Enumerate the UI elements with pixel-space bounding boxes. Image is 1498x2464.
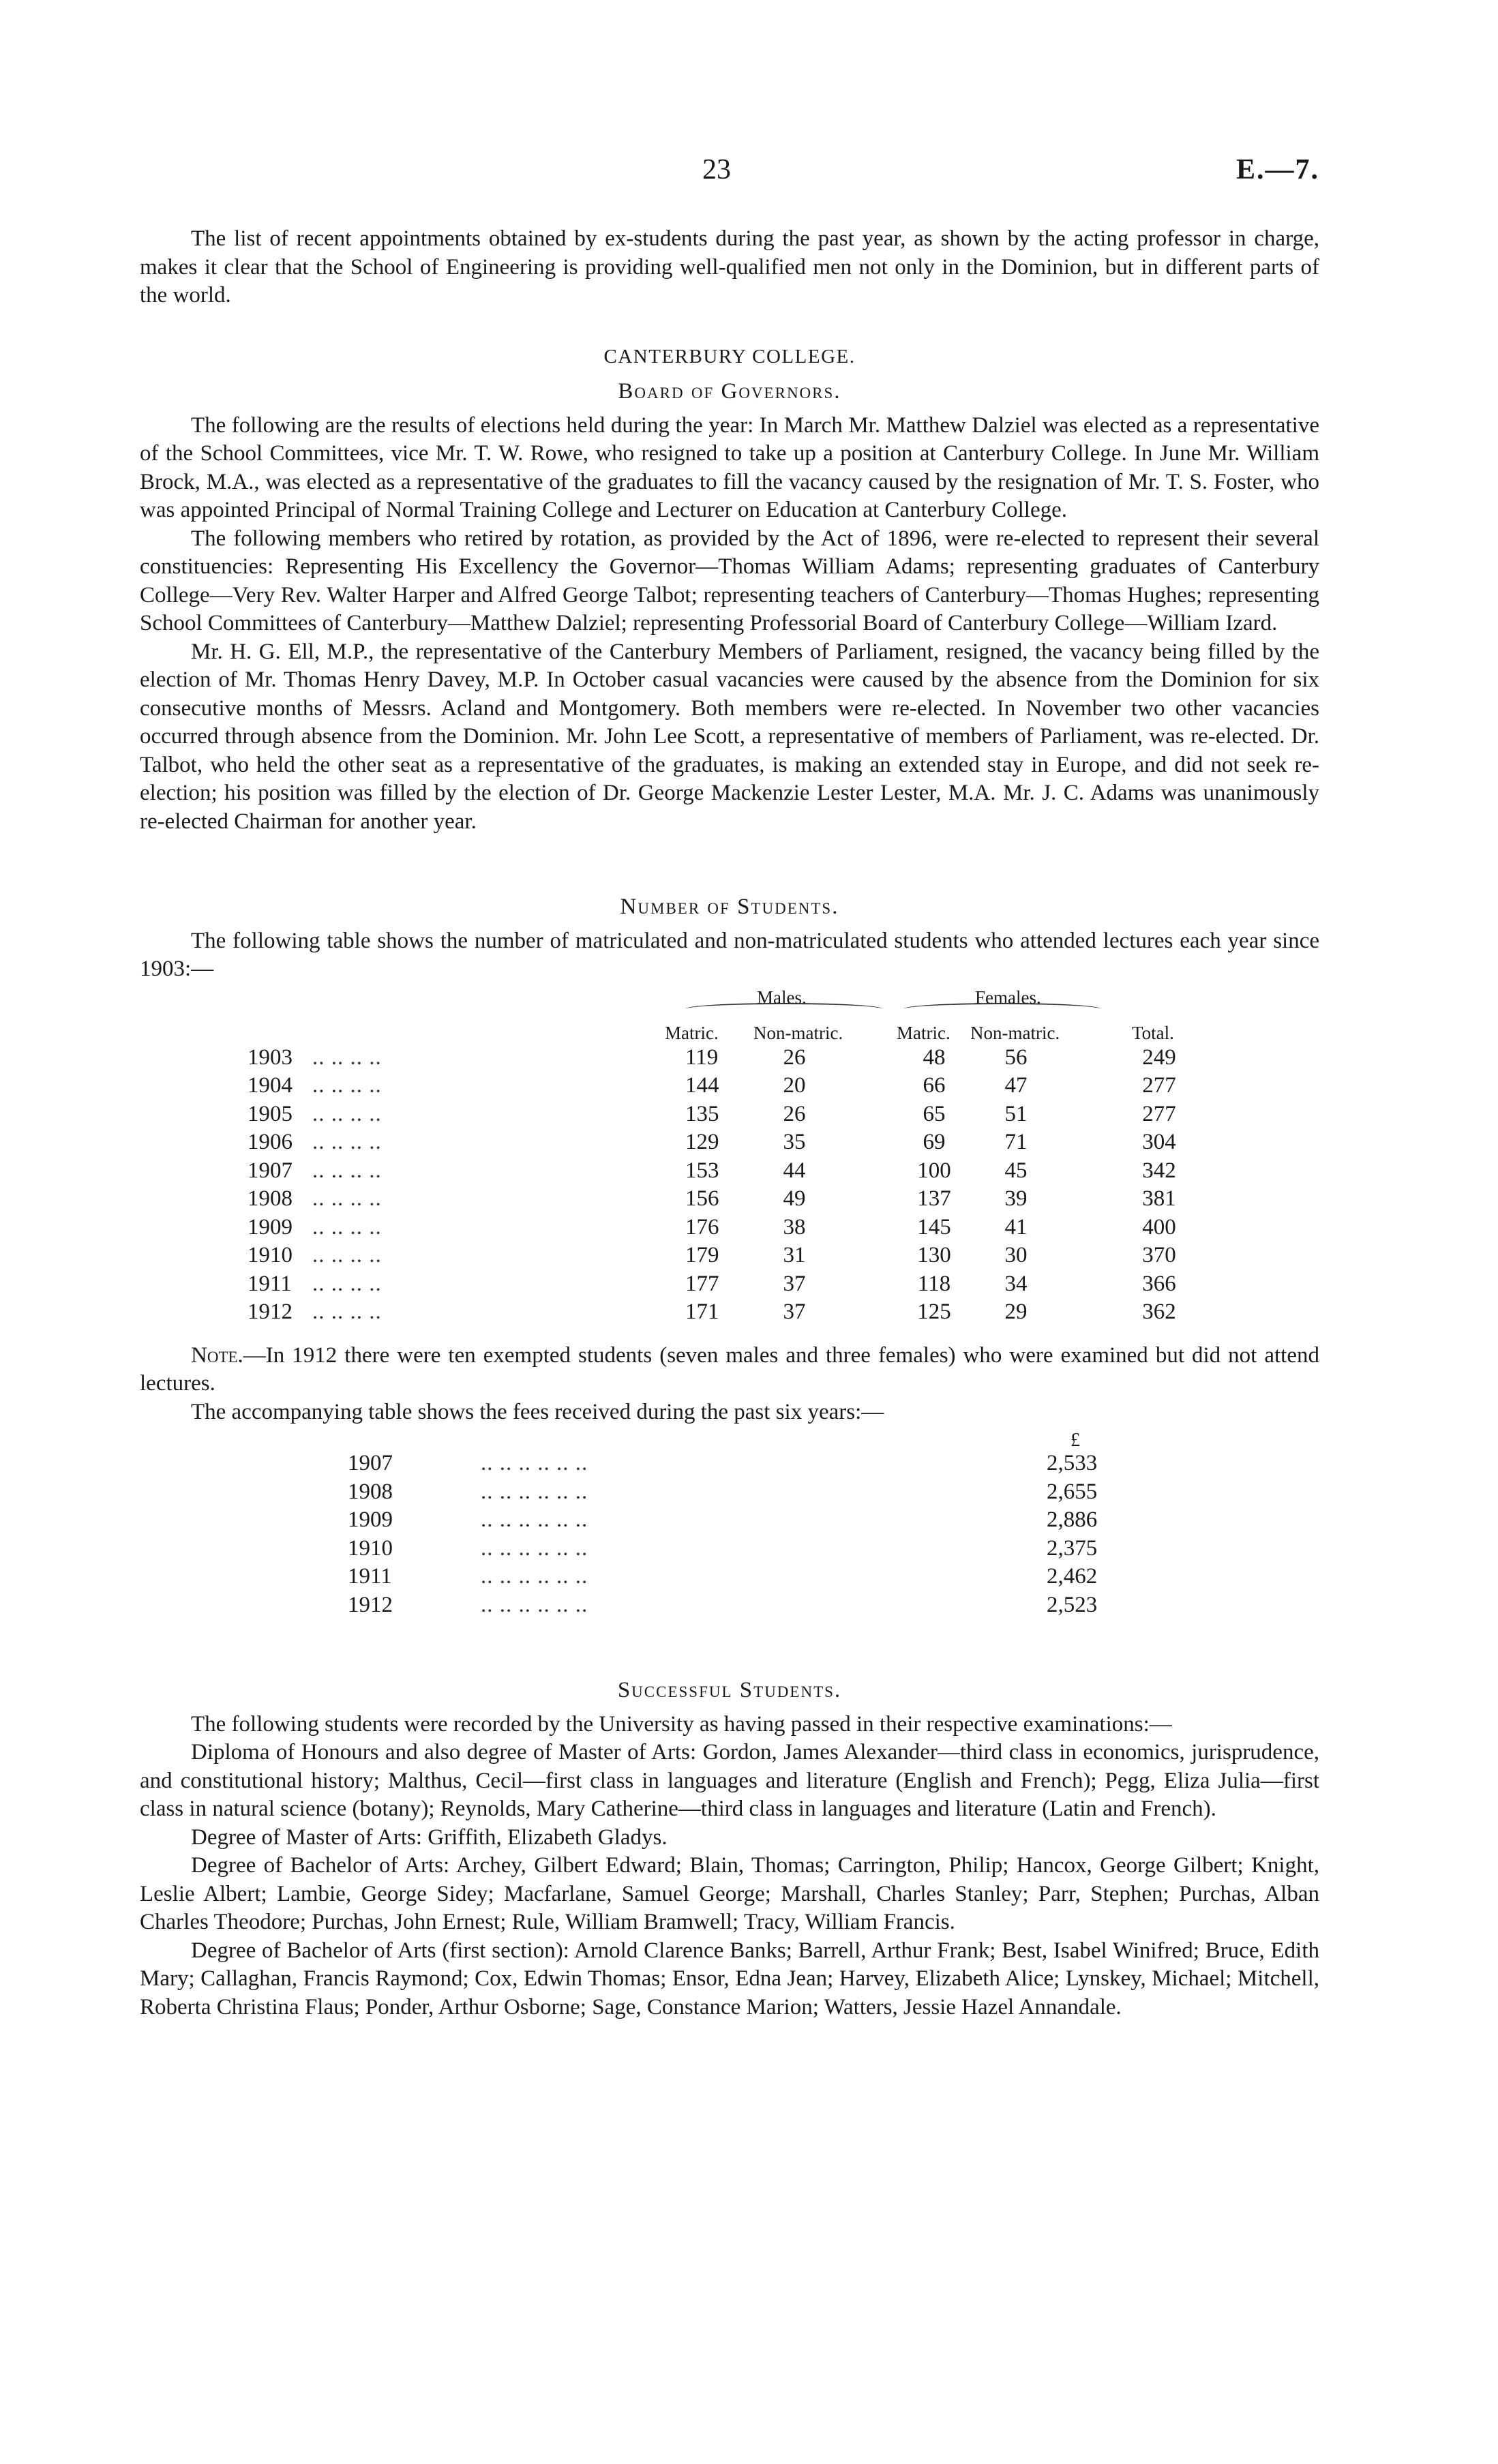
- females-nonmatric-cell: 47: [1004, 1073, 1028, 1098]
- males-nonmatric-header: Non-matric.: [753, 1022, 843, 1043]
- students-table-body: [140, 1044, 1319, 1327]
- year-cell: 1912: [248, 1299, 293, 1324]
- year-cell: 1910: [248, 1243, 293, 1267]
- males-nonmatric-cell: 37: [783, 1271, 806, 1296]
- leader-dots: .. .. .. .. .. ..: [481, 1479, 588, 1504]
- leader-dots: .. .. .. ..: [312, 1073, 382, 1098]
- fees-table-row: [140, 1449, 1319, 1478]
- leader-dots: .. .. .. .. .. ..: [481, 1451, 588, 1475]
- females-matric-cell: 69: [923, 1130, 946, 1154]
- board-heading: Board of Governors.: [618, 379, 841, 404]
- students-table-row: [140, 1157, 1319, 1186]
- note-label: Note.: [191, 1342, 243, 1368]
- females-nonmatric-cell: 45: [1004, 1158, 1028, 1183]
- year-cell: 1903: [248, 1045, 293, 1070]
- fees-amount-cell: 2,533: [1047, 1451, 1098, 1475]
- fees-year-cell: 1910: [348, 1535, 393, 1561]
- females-nonmatric-cell: 41: [1004, 1214, 1028, 1239]
- males-brace: [685, 1003, 883, 1015]
- total-cell: 400: [1142, 1214, 1176, 1239]
- fees-table-body: [140, 1449, 1319, 1619]
- fees-amount-cell: 2,523: [1047, 1592, 1098, 1617]
- females-matric-header: Matric.: [897, 1022, 950, 1043]
- students-table-row: [140, 1242, 1319, 1270]
- leader-dots: .. .. .. ..: [312, 1271, 382, 1296]
- total-cell: 342: [1142, 1158, 1176, 1183]
- total-cell: 277: [1142, 1101, 1176, 1126]
- females-nonmatric-cell: 34: [1004, 1271, 1028, 1296]
- females-brace: [903, 1003, 1101, 1015]
- males-nonmatric-cell: 26: [783, 1101, 806, 1126]
- college-title: CANTERBURY COLLEGE.: [603, 345, 856, 367]
- males-matric-cell: 135: [685, 1101, 719, 1126]
- students-table-row: [140, 1270, 1319, 1299]
- students-table: [140, 984, 1319, 1327]
- fees-year-cell: 1912: [348, 1592, 393, 1617]
- males-matric-cell: 156: [685, 1186, 719, 1211]
- males-matric-cell: 176: [685, 1214, 719, 1239]
- males-nonmatric-cell: 20: [783, 1073, 806, 1098]
- note-text: —In 1912 there were ten exempted students (seven males and three females) who were examined but did not attend lectures.: [140, 1342, 1319, 1396]
- successful-paragraph-1: The following students were recorded by the University as having passed in their respective examinations:—: [191, 1711, 1172, 1737]
- leader-dots: .. .. .. ..: [312, 1130, 382, 1154]
- students-table-row: [140, 1128, 1319, 1157]
- males-nonmatric-cell: 35: [783, 1130, 806, 1154]
- males-matric-cell: 144: [685, 1073, 719, 1098]
- females-nonmatric-cell: 30: [1004, 1243, 1028, 1267]
- males-matric-cell: 129: [685, 1130, 719, 1154]
- females-matric-cell: 137: [917, 1186, 951, 1211]
- intro-paragraph: The list of recent appointments obtained by ex-students during the past year, as shown by the acting professor in charge, makes it clear that the School of Engineering is providing well-qualified men not only in the Dominion, but in different parts of the world.: [140, 226, 1319, 307]
- year-cell: 1911: [248, 1271, 292, 1296]
- fees-year-cell: 1911: [348, 1564, 392, 1589]
- females-nonmatric-cell: 29: [1004, 1299, 1028, 1324]
- page-header: [0, 153, 1498, 194]
- females-matric-cell: 125: [917, 1299, 951, 1324]
- males-nonmatric-cell: 31: [783, 1243, 806, 1267]
- fees-table: [140, 1426, 1319, 1619]
- females-matric-cell: 145: [917, 1214, 951, 1239]
- year-cell: 1904: [248, 1073, 293, 1098]
- year-cell: 1905: [248, 1101, 293, 1126]
- males-nonmatric-cell: 44: [783, 1158, 806, 1183]
- leader-dots: .. .. .. .. .. ..: [481, 1592, 588, 1617]
- leader-dots: .. .. .. ..: [312, 1299, 382, 1324]
- males-nonmatric-cell: 37: [783, 1299, 806, 1324]
- successful-paragraph-5: Degree of Bachelor of Arts (first section): Arnold Clarence Banks; Barrell, Arthur Frank; Best, Isabel Winifred; Bruce, Edith Mary; Callaghan, Francis Raymond; Cox, Edwin Thomas; Ensor, Edna Jean; Harvey, Elizabeth Alice; Lynskey, Michael; Mitchell, Roberta Christina Flaus; Ponder, Arthur Osborne; Sage, Constance Marion; Watters, Jessie Hazel Annandale.: [140, 1938, 1319, 2019]
- students-table-header: [140, 984, 1319, 1044]
- fees-table-row: [140, 1478, 1319, 1507]
- successful-paragraph-4: Degree of Bachelor of Arts: Archey, Gilbert Edward; Blain, Thomas; Carrington, Philip; Hancox, George Gilbert; Knight, Leslie Albert; Lambie, George Sidey; Macfarlane, Samuel George; Marshall, Charles Stanley; Parr, Stephen; Purchas, Alban Charles Theodore; Purchas, John Ernest; Rule, William Bramwell; Tracy, William Francis.: [140, 1853, 1319, 1934]
- males-group-label: Males.: [757, 987, 807, 1008]
- total-header: Total.: [1132, 1022, 1174, 1043]
- leader-dots: .. .. .. ..: [312, 1243, 382, 1267]
- females-matric-cell: 100: [917, 1158, 951, 1183]
- total-cell: 370: [1142, 1243, 1176, 1267]
- males-nonmatric-cell: 26: [783, 1045, 806, 1070]
- year-cell: 1909: [248, 1214, 293, 1239]
- females-matric-cell: 118: [917, 1271, 951, 1296]
- males-matric-cell: 177: [685, 1271, 719, 1296]
- total-cell: 362: [1142, 1299, 1176, 1324]
- total-cell: 381: [1142, 1186, 1176, 1211]
- students-table-row: [140, 1072, 1319, 1100]
- year-cell: 1907: [248, 1158, 293, 1183]
- females-nonmatric-header: Non-matric.: [970, 1022, 1060, 1043]
- board-paragraph-2: The following members who retired by rotation, as provided by the Act of 1896, were re-elected to represent their several constituencies: Representing His Excellency the Governor—Thomas William Adams; representing graduates of Canterbury College—Very Rev. Walter Harper and Alfred George Talbot; representing teachers of Canterbury—Thomas Hughes; representing School Committees of Canterbury—Matthew Dalziel; representing Professorial Board of Canterbury College—William Izard.: [140, 526, 1319, 635]
- students-table-row: [140, 1185, 1319, 1214]
- fees-year-cell: 1909: [348, 1507, 393, 1532]
- total-cell: 304: [1142, 1130, 1176, 1154]
- females-matric-cell: 65: [923, 1101, 946, 1126]
- males-matric-header: Matric.: [665, 1022, 719, 1043]
- males-matric-cell: 171: [685, 1299, 719, 1324]
- females-nonmatric-cell: 39: [1004, 1186, 1028, 1211]
- students-table-row: [140, 1298, 1319, 1327]
- males-matric-cell: 153: [685, 1158, 719, 1183]
- fees-table-row: [140, 1535, 1319, 1563]
- fees-year-cell: 1907: [348, 1451, 393, 1475]
- fees-table-row: [140, 1506, 1319, 1535]
- fees-intro: The accompanying table shows the fees received during the past six years:—: [191, 1399, 884, 1424]
- board-paragraph-3: Mr. H. G. Ell, M.P., the representative of the Canterbury Members of Parliament, resigned, the vacancy being filled by the election of Mr. Thomas Henry Davey, M.P. In October casual vacancies were caused by the absence from the Dominion for six consecutive months of Messrs. Acland and Montgomery. Both members were re-elected. In November two other vacancies occurred through absence from the Dominion. Mr. John Lee Scott, a representative of members of Parliament, was re-elected. Dr. Talbot, who held the other seat as a representative of the graduates, is making an extended stay in Europe, and did not seek re-election; his position was filled by the election of Dr. George Mackenzie Lester Lester, M.A. Mr. J. C. Adams was unanimously re-elected Chairman for another year.: [140, 639, 1319, 834]
- females-matric-cell: 66: [923, 1073, 946, 1098]
- year-cell: 1908: [248, 1186, 293, 1211]
- males-nonmatric-cell: 49: [783, 1186, 806, 1211]
- males-matric-cell: 119: [685, 1045, 719, 1070]
- leader-dots: .. .. .. ..: [312, 1214, 382, 1239]
- successful-heading: Successful Students.: [617, 1678, 842, 1702]
- page-body: [140, 225, 1319, 2022]
- males-nonmatric-cell: 38: [783, 1214, 806, 1239]
- note-paragraph: [140, 1342, 1319, 1398]
- leader-dots: .. .. .. .. .. ..: [481, 1564, 588, 1589]
- total-cell: 277: [1142, 1073, 1176, 1098]
- year-cell: 1906: [248, 1130, 293, 1154]
- total-cell: 249: [1142, 1045, 1176, 1070]
- fees-amount-cell: 2,462: [1047, 1564, 1098, 1589]
- leader-dots: .. .. .. ..: [312, 1045, 382, 1070]
- students-heading: Number of Students.: [620, 895, 839, 919]
- students-intro: The following table shows the number of matriculated and non-matriculated students who attended lectures each year since 1903:—: [140, 928, 1319, 981]
- leader-dots: .. .. .. .. .. ..: [481, 1507, 588, 1532]
- fees-table-row: [140, 1591, 1319, 1620]
- leader-dots: .. .. .. ..: [312, 1101, 382, 1126]
- females-matric-cell: 48: [923, 1045, 946, 1070]
- students-table-row: [140, 1214, 1319, 1242]
- females-nonmatric-cell: 51: [1004, 1101, 1028, 1126]
- males-matric-cell: 179: [685, 1243, 719, 1267]
- total-cell: 366: [1142, 1271, 1176, 1296]
- students-table-row: [140, 1100, 1319, 1129]
- females-nonmatric-cell: 56: [1004, 1045, 1028, 1070]
- students-table-row: [140, 1044, 1319, 1072]
- leader-dots: .. .. .. ..: [312, 1186, 382, 1211]
- fees-table-row: [140, 1563, 1319, 1591]
- fees-amount-cell: 2,886: [1047, 1507, 1098, 1532]
- leader-dots: .. .. .. .. .. ..: [481, 1535, 588, 1561]
- board-paragraph-1: The following are the results of elections held during the year: In March Mr. Matthew Dalziel was elected as a representative of the School Committees, vice Mr. T. W. Rowe, who resigned to take up a position at Canterbury College. In June Mr. William Brock, M.A., was elected as a representative of the graduates to fill the vacancy caused by the resignation of Mr. T. S. Foster, who was appointed Principal of Normal Training College and Lecturer on Education at Canterbury College.: [140, 412, 1319, 522]
- currency-symbol: £: [1070, 1430, 1080, 1451]
- females-matric-cell: 130: [917, 1243, 951, 1267]
- females-nonmatric-cell: 71: [1004, 1130, 1028, 1154]
- successful-paragraph-2: Diploma of Honours and also degree of Master of Arts: Gordon, James Alexander—third class in economics, jurisprudence, and constitutional history; Malthus, Cecil—first class in languages and literature (English and French); Pegg, Eliza Julia—first class in natural science (botany); Reynolds, Mary Catherine—third class in languages and literature (Latin and French).: [140, 1740, 1319, 1821]
- page-number: 23: [702, 154, 731, 185]
- fees-table-header: [140, 1426, 1319, 1449]
- fees-amount-cell: 2,375: [1047, 1535, 1098, 1561]
- successful-paragraph-3: Degree of Master of Arts: Griffith, Elizabeth Gladys.: [191, 1824, 668, 1850]
- females-group-label: Females.: [975, 987, 1041, 1008]
- fees-amount-cell: 2,655: [1047, 1479, 1098, 1504]
- page-reference: E.—7.: [1235, 154, 1319, 185]
- fees-year-cell: 1908: [348, 1479, 393, 1504]
- leader-dots: .. .. .. ..: [312, 1158, 382, 1183]
